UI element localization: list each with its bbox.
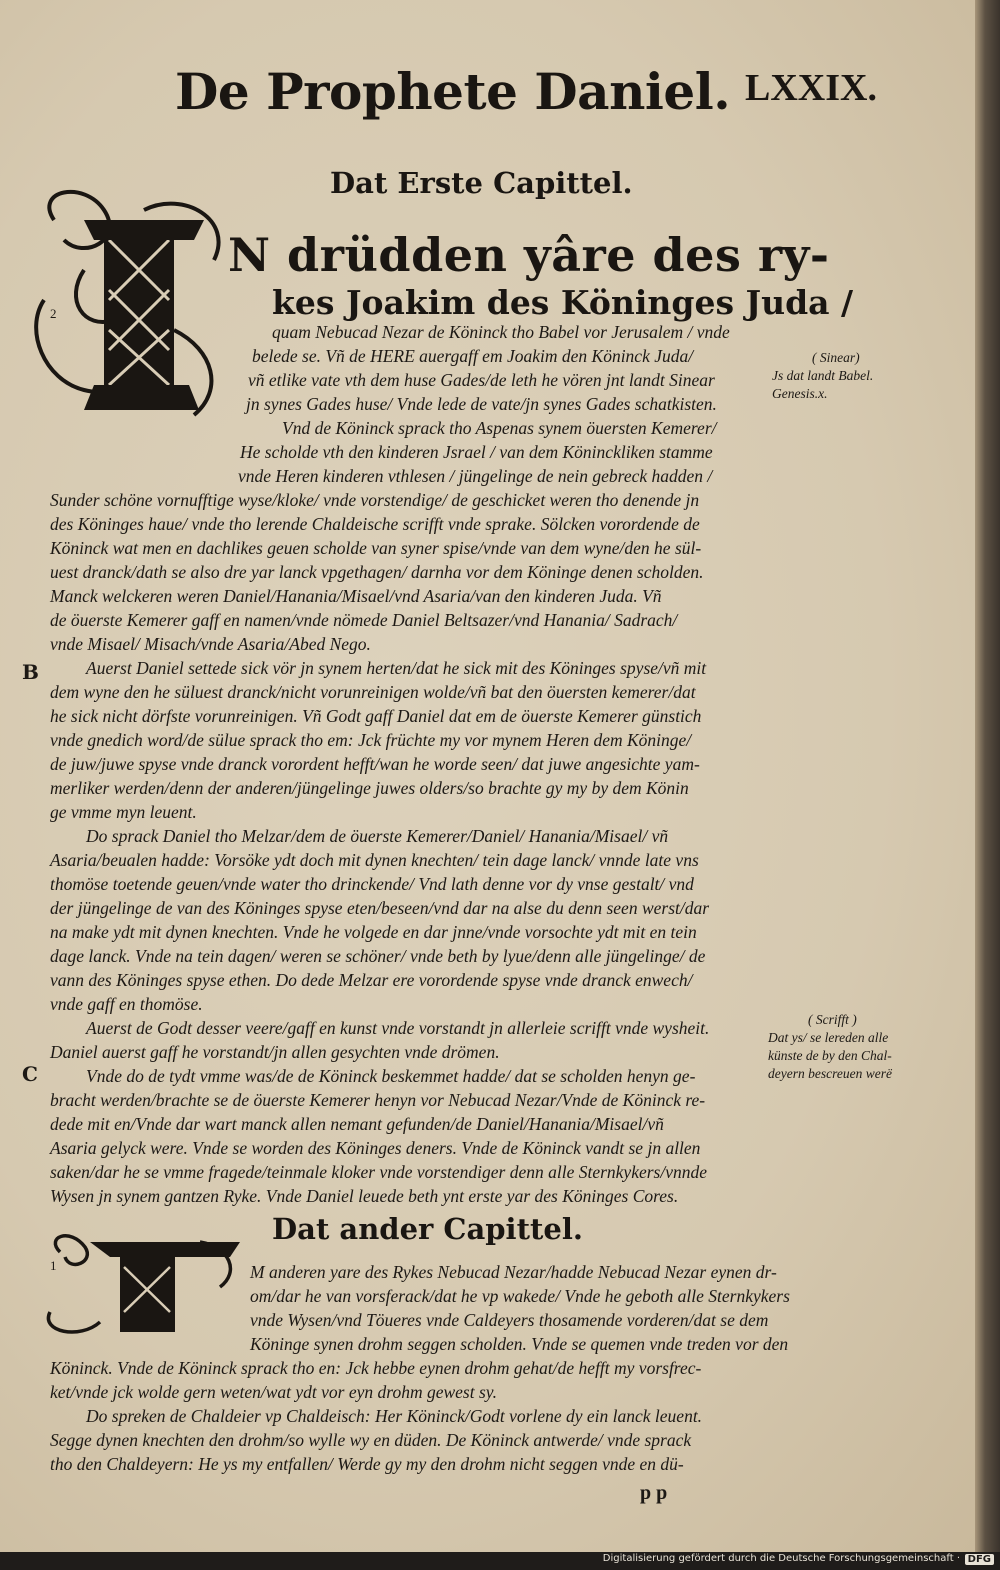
text-line: ge vmme myn leuent.: [50, 802, 197, 822]
text-line: bracht werden/brachte se de öuerste Kemerer henyn vor Nebucad Nezar/Vnde de Köninck re-: [50, 1090, 706, 1110]
folio-number: LXXIX.: [745, 67, 877, 109]
margin-mark: 1: [50, 1258, 57, 1273]
dfg-logo: DFG: [965, 1554, 994, 1565]
text-line: Asaria/beualen hadde: Vorsöke ydt doch mit dynen knechten/ tein dage lanck/ vnnde late vns: [50, 850, 699, 870]
chapter-1-heading: Dat Erste Capittel.: [330, 166, 633, 200]
text-line: vann des Köninges spyse ethen. Do dede Melzar ere vorordende spyse vnde dranck enwech/: [50, 970, 693, 990]
text-line: Sunder schöne vornufftige wyse/kloke/ vnde vorstendige/ de geschicket weren tho denende jn: [50, 490, 700, 510]
text-line: Wysen jn synem gantzen Ryke. Vnde Daniel leuede beth ynt erste yar des Köninges Cores.: [50, 1186, 679, 1206]
text-line: M anderen yare des Rykes Nebucad Nezar/hadde Nebucad Nezar eynen dr-: [250, 1262, 777, 1282]
text-line: Vnde do de tydt vmme was/de de Köninck beskemmet hadde/ dat se scholden henyn ge-: [86, 1066, 696, 1086]
text-line: thomöse toetende geuen/vnde water tho drinckende/ Vnd lath denne vor dy vnse gestalt/ vnd: [50, 874, 694, 894]
text-line: Do spreken de Chaldeier vp Chaldeisch: Her Köninck/Godt vorlene dy ein lanck leuent.: [86, 1406, 703, 1426]
footer-text: Digitalisierung gefördert durch die Deutsche Forschungsgemeinschaft ·: [602, 1553, 960, 1564]
book-page-edge: [975, 0, 1000, 1552]
text-line: Auerst Daniel settede sick vör jn synem herten/dat he sick mit des Köninges spyse/vñ mit: [86, 658, 707, 678]
margin-note-label: ( Scrifft ): [808, 1012, 857, 1027]
text-line: tho den Chaldeyern: He ys my entfallen/ Werde gy my den drohm nicht seggen vnde en dü-: [50, 1454, 684, 1474]
margin-note-line: Js dat landt Babel.: [772, 368, 874, 383]
chapter-2-heading: Dat ander Capittel.: [272, 1212, 583, 1246]
text-line: vñ etlike vate vth dem huse Gades/de leth he vören jnt landt Sinear: [248, 370, 715, 390]
margin-section-letter: B: [22, 660, 39, 684]
margin-mark: 2: [50, 306, 57, 321]
text-line: he sick nicht dörfste vorunreinigen. Vñ Godt gaff Daniel dat em de öuerste Kemerer günstich: [50, 706, 702, 726]
text-line: de juw/juwe spyse vnde dranck vorordent hefft/wan he worde seen/ dat juwe angesichte yam-: [50, 754, 700, 774]
text-line: Köninge synen drohm seggen scholden. Vnde se quemen vnde treden vor den: [250, 1334, 789, 1354]
margin-note-line: Dat ys/ se lereden alle: [768, 1030, 889, 1045]
margin-note-label: ( Sinear): [812, 350, 860, 365]
text-line: dage lanck. Vnde na tein dagen/ weren se schöner/ vnde beth by lyue/denn alle jüngelinge/ de: [50, 946, 706, 966]
text-line: Auerst de Godt desser veere/gaff en kunst vnde vorstandt jn allerleie scrifft vnde wysheit.: [86, 1018, 710, 1038]
text-line: vnde gaff en thomöse.: [50, 994, 203, 1014]
text-line: dede mit en/Vnde dar wart manck allen nemant gefunden/de Daniel/Hanania/Misael/vñ: [50, 1114, 664, 1134]
text-line: merliker werden/denn der anderen/jüngelinge juwes olders/so brachte gy my by dem Könin: [50, 778, 689, 798]
decorated-initial-icon: [40, 1232, 245, 1342]
text-line: na make ydt mit dynen knechten. Vnde he volgede en dar jnne/vnde vorsochte ydt mit en tein: [50, 922, 697, 942]
text-line: quam Nebucad Nezar de Köninck tho Babel vor Jerusalem / vnde: [272, 322, 730, 342]
text-line: Köninck. Vnde de Köninck sprack tho en: Jck hebbe eynen drohm gehat/de hefft my vorsfrec-: [50, 1358, 702, 1378]
text-line: des Köninges haue/ vnde tho lerende Chaldeische scrifft vnde sprake. Sölcken vorordende de: [50, 514, 700, 534]
text-line: om/dar he van vorsferack/dat he vp wakede/ Vnde he geboth alle Sternkykers: [250, 1286, 790, 1306]
text-line: der jüngelinge de van des Köninges spyse eten/beseen/vnd dar na alse du denn seen werst/dar: [50, 898, 710, 918]
signature-mark: p p: [640, 1482, 668, 1504]
text-line: Vnd de Köninck sprack tho Aspenas synem öuersten Kemerer/: [282, 418, 717, 438]
text-line: jn synes Gades huse/ Vnde lede de vate/jn synes Gades schatkisten.: [246, 394, 717, 414]
text-line: belede se. Vñ de HERE auergaff em Joakim den Köninck Juda/: [252, 346, 694, 366]
text-line: de öuerste Kemerer gaff en namen/vnde nömede Daniel Beltsazer/vnd Hanania/ Sadrach/: [50, 610, 678, 630]
text-line: Segge dynen knechten den drohm/so wylle wy en düden. De Köninck antwerde/ vnde sprack: [50, 1430, 692, 1450]
text-line: Manck welckeren weren Daniel/Hanania/Misael/vnd Asaria/van den kinderen Juda. Vñ: [50, 586, 662, 606]
margin-note-line: künste de by den Chal-: [768, 1048, 892, 1063]
margin-section-letter: C: [22, 1062, 38, 1086]
running-title: De Prophete Daniel.: [175, 62, 731, 121]
text-line: Asaria gelyck were. Vnde se worden des Köninges deners. Vnde de Köninck vandt se jn allen: [50, 1138, 701, 1158]
text-line: Daniel auerst gaff he vorstandt/jn allen gesychten vnde drömen.: [50, 1042, 500, 1062]
decorated-initial-icon: [24, 180, 254, 430]
chapter-1-opening-line-2: kes Joakim des Köninges Juda /: [272, 283, 854, 322]
margin-note-line: Genesis.x.: [772, 386, 828, 401]
text-line: saken/dar he se vmme fragede/teinmale kloker vnde vorstendiger denn alle Sternkykers/vnnde: [50, 1162, 708, 1182]
text-line: vnde Wysen/vnd Töueres vnde Caldeyers thosamende vorderen/dat se dem: [250, 1310, 769, 1330]
text-line: vnde Misael/ Misach/vnde Asaria/Abed Nego.: [50, 634, 371, 654]
text-line: He scholde vth den kinderen Jsrael / van dem Köninckliken stamme: [240, 442, 713, 462]
text-line: Köninck wat men en dachlikes geuen scholde van syner spise/vnde van dem wyne/den he sül-: [50, 538, 702, 558]
text-line: vnde gnedich word/de sülue sprack tho em: Jck früchte my vor mynem Heren dem Köninge/: [50, 730, 692, 750]
text-line: ket/vnde jck wolde gern weten/wat ydt vor eyn drohm gewest sy.: [50, 1382, 497, 1402]
margin-note-line: deyern bescreuen werë: [768, 1066, 892, 1081]
text-line: vnde Heren kinderen vthlesen / jüngelinge de nein gebreck hadden /: [238, 466, 713, 486]
text-line: uest dranck/dath se also dre yar lanck vpgethagen/ darnha vor dem Köninge denen scholden.: [50, 562, 704, 582]
text-line: dem wyne den he süluest dranck/nicht vorunreinigen wolde/vñ bat den öuersten kemerer/dat: [50, 682, 696, 702]
chapter-1-opening-line-1: N drüdden yâre des ry-: [228, 228, 830, 282]
text-line: Do sprack Daniel tho Melzar/dem de öuerste Kemerer/Daniel/ Hanania/Misael/ vñ: [86, 826, 669, 846]
